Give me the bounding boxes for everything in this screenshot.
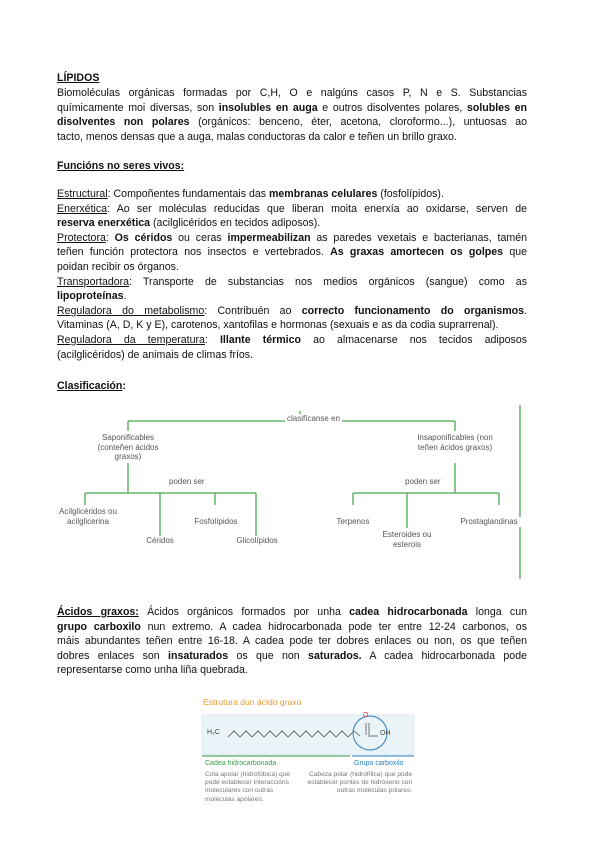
text-line: máis abundantes teñen entre 16-18. A cadea pode ter dobres enlaces ou non, os que teñen	[57, 635, 527, 648]
text-line: Ácidos graxos: Ácidos orgánicos formados por unha cadea hidrocarbonada longa cun	[57, 606, 528, 618]
saponificables-node: Saponificables (conteñen ácidos graxos)	[92, 433, 164, 462]
oh-label: OH	[380, 730, 391, 737]
acidos-heading: Ácidos graxos:	[57, 606, 139, 618]
diagram-lines	[57, 403, 525, 579]
funcions-list	[57, 187, 527, 362]
fatty-acid-figure	[200, 697, 420, 827]
funcion-reguladora-metabolismo: Reguladora do metabolismo: Contribuén ao correcto funcionamento do organismos.	[57, 304, 527, 317]
clasificacion-heading: Clasificación:	[57, 380, 126, 392]
h3c-label: H₃C	[207, 729, 220, 736]
figure-title: Estrutura dun ácido graxo	[203, 697, 302, 707]
glicolipidos-node: Glicolípidos	[231, 536, 283, 546]
funcion-reguladora-temperatura: Reguladora da temperatura: Illante térmico ao almacenarse nos tecidos adiposos	[57, 333, 528, 346]
acidos-paragraph	[57, 605, 527, 678]
grupo-label: Grupo carboxilo	[354, 760, 404, 767]
text-line: Biomoléculas orgánicas formadas por C,H, O e nalgúns casos P, N e S. Substancias	[57, 87, 527, 99]
acilgliceridos-node: Acilglicéridos ou acilglicerina	[57, 507, 119, 526]
text-line: químicamente moi diversas, son insolubles en auga e outros disolventes polares, solubles en	[57, 101, 527, 114]
funcion-enerxetica: Enerxética: Ao ser moléculas reducidas que liberan moita enerxía ao oxidarse, serven de	[57, 202, 527, 215]
funcions-heading: Funcións no seres vivos:	[57, 160, 185, 172]
text-line: teñen función protectora nos insectos e vertebrados. As graxas amortecen os golpes que	[57, 246, 527, 259]
terpenos-node: Terpenos	[329, 517, 377, 527]
funcion-estructural: Estructural: Compoñentes fundamentais das membranas celulares (fosfolípidos).	[57, 188, 444, 200]
text-line: (acilglicéridos) de animais de climas fríos.	[57, 348, 254, 361]
oxygen-label: O	[363, 712, 369, 719]
ceridos-node: Céridos	[139, 536, 181, 546]
funcion-protectora: Protectora: Os céridos ou ceras impermeabilizan as paredes vexetais e bacterianas, tamén	[57, 231, 527, 244]
text-line: lipoproteínas.	[57, 290, 127, 303]
lipidos-heading: LÍPIDOS	[57, 72, 100, 84]
lipidos-paragraph	[57, 86, 527, 144]
esteroides-node: Esteroides ou esterois	[379, 530, 435, 549]
text-line: reserva enerxética (acilglicéridos en tecidos adiposos).	[57, 217, 321, 230]
insaponificables-node: Insaponificables (non teñen ácidos graxos)	[410, 433, 500, 452]
poden-ser-label: poden ser	[405, 477, 441, 486]
prostaglandinas-node: Prostaglandinas	[455, 517, 523, 527]
cadea-note: Cola apolar (hidrofóbica) que pode establecer interaccións moleculares con outras moléculas apolares.	[205, 771, 291, 803]
fosfolipidos-node: Fosfolípidos	[188, 517, 244, 527]
text-line: dobres enlaces son insaturados os que non saturados. A cadea hidrocarbonada pode	[57, 649, 527, 662]
text-line: grupo carboxilo nun extremo. A cadea hidrocarbonada pode ter entre 12-24 carbonos, os	[57, 620, 527, 633]
text-line: disolventes non polares (orgánicos: benceno, éter, acetona, cloroformo...), untuosas ao	[57, 116, 527, 129]
text-line: representarse como unha liña quebrada.	[57, 664, 248, 677]
text-line: tacto, menos densas que a auga, malas conductoras da calor e teñen un brillo graxo.	[57, 130, 457, 143]
clasificanse-label: clasifícanse en	[287, 414, 340, 423]
classification-diagram	[57, 403, 525, 579]
cadea-label: Cadea hidrocarbonada	[205, 760, 277, 767]
text-line: Vitaminas (A, D, K y E), carotenos, xantofilas e hormonas (sexuais e as da codia suprarrenal).	[57, 319, 499, 332]
funcion-transportadora: Transportadora: Transporte de substancias nos medios orgánicos (sangue) como as	[57, 275, 527, 288]
grupo-note: Cabeza polar (hidrofílica) que pode establecer pontes de hidróxeno con outras moléculas polares.	[307, 771, 412, 795]
poden-ser-label: poden ser	[169, 477, 205, 486]
text-line: poidan recibir os órganos.	[57, 260, 179, 273]
